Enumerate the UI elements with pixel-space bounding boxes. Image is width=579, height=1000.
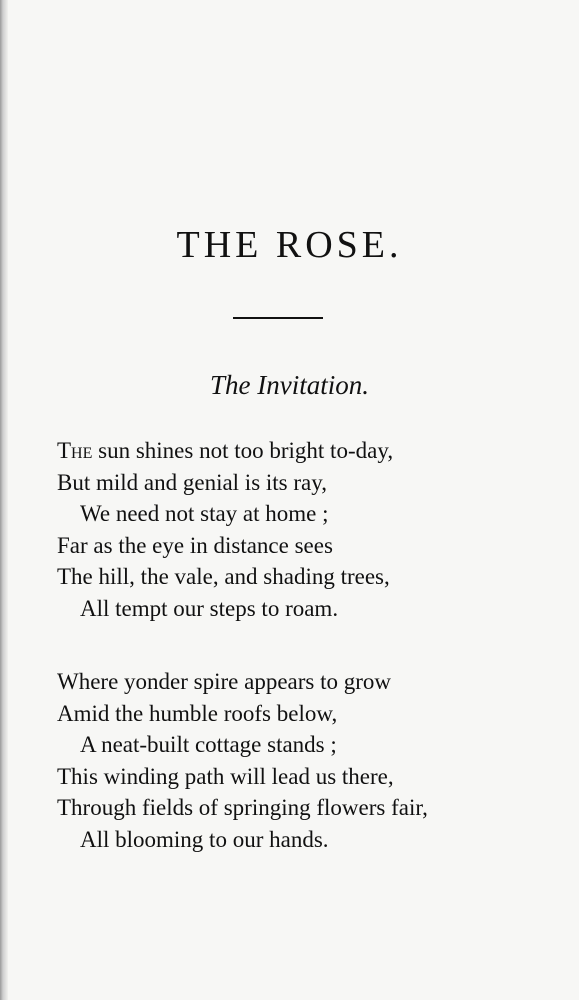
stanza-2-line-6: All blooming to our hands.	[80, 826, 329, 852]
stanza-1-line-2: But mild and genial is its ray,	[57, 469, 328, 495]
poem-subtitle: The Invitation.	[210, 370, 369, 400]
stanza-1-line-3: We need not stay at home ;	[80, 501, 329, 527]
title-divider	[233, 317, 323, 319]
stanza-2	[57, 666, 557, 856]
stanza-1-line-1-rest: sun shines not too bright to-day,	[92, 438, 394, 463]
stanza-1-line-4: Far as the eye in distance sees	[57, 532, 333, 558]
stanza-2-line-2: Amid the humble roofs below,	[57, 700, 338, 726]
stanza-2-line-1: Where yonder spire appears to grow	[57, 669, 392, 694]
stanza-2-line-4: This winding path will lead us there,	[57, 763, 394, 789]
stanza-1-line-1	[57, 435, 557, 467]
stanza-2-line-3: A neat-built cottage stands ;	[80, 732, 337, 758]
stanza-1	[57, 435, 557, 625]
stanza-1-line-6: All tempt our steps to roam.	[80, 595, 339, 621]
poem-title: THE ROSE.	[176, 224, 403, 266]
stanza-1-line-5: The hill, the vale, and shading trees,	[57, 564, 390, 590]
page-edge	[0, 0, 8, 1000]
stanza-1-line-1-lead: The	[57, 438, 93, 463]
poem-subtitle-wrapper	[0, 367, 556, 403]
stanza-2-line-5: Through fields of springing flowers fair,	[57, 795, 428, 821]
